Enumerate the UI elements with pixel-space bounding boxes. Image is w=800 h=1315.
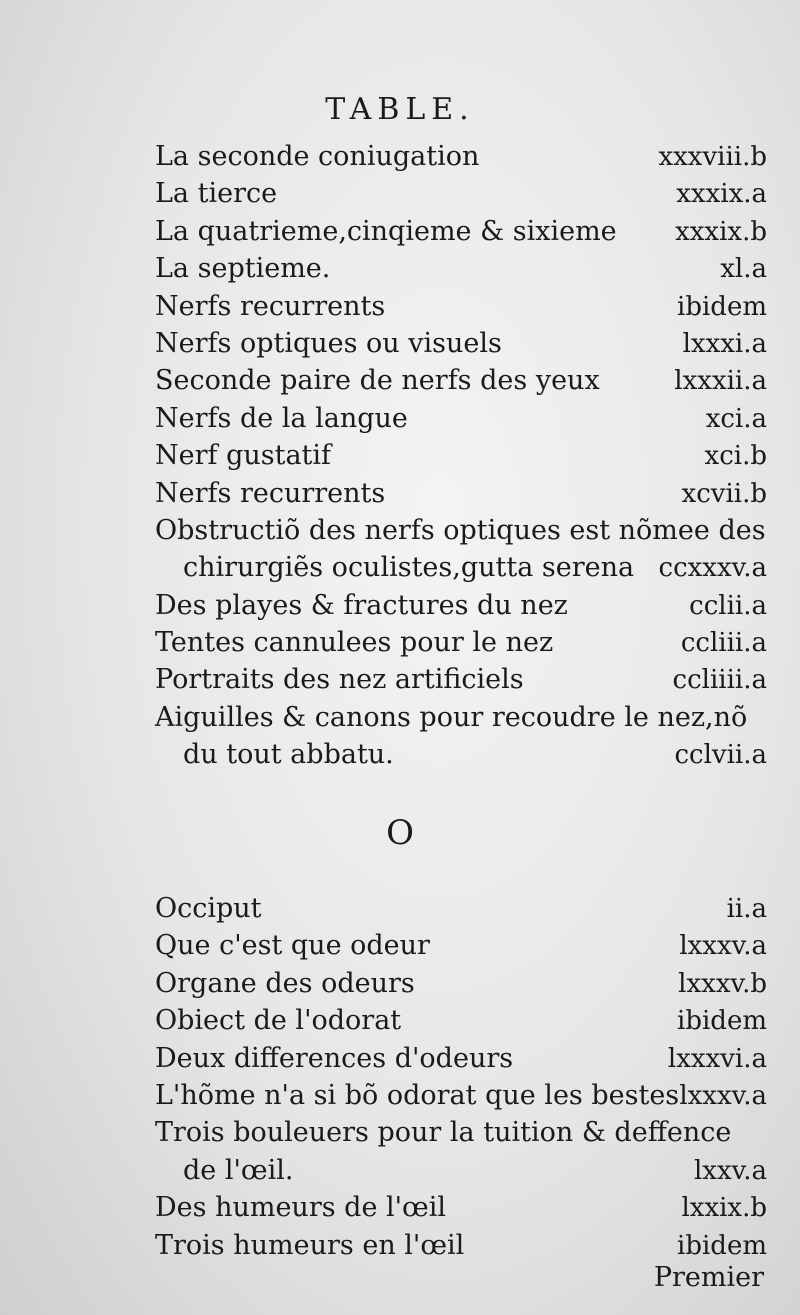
running-head: TABLE. — [325, 92, 475, 127]
entry-text: Nerfs recurrents — [155, 290, 386, 322]
index-entry — [155, 661, 767, 698]
index-entry — [155, 927, 767, 964]
index-entry — [155, 213, 767, 250]
index-entry — [155, 1114, 767, 1151]
entry-reference: lxxxv.b — [678, 968, 767, 999]
index-entry — [155, 362, 767, 399]
index-entry — [155, 1077, 767, 1114]
index-entry — [155, 1227, 767, 1264]
entry-reference: ccliii.a — [680, 628, 767, 659]
index-entry — [155, 549, 767, 586]
entry-reference: xcvii.b — [681, 478, 767, 509]
entry-text: Seconde paire de nerfs des yeux — [155, 365, 600, 397]
entry-text: chirurgiẽs oculistes,gutta serena — [183, 552, 635, 584]
index-section-o — [155, 890, 767, 1264]
index-entry — [155, 1189, 767, 1226]
entry-text: Organe des odeurs — [155, 967, 415, 999]
index-entry — [155, 587, 767, 624]
entry-text: Trois humeurs en l'œil — [155, 1229, 465, 1261]
entry-text: Des playes & fractures du nez — [155, 589, 568, 621]
entry-reference: lxxix.b — [681, 1193, 767, 1224]
entry-text: Tentes cannulees pour le nez — [155, 627, 554, 659]
entry-text: Que c'est que odeur — [155, 930, 430, 962]
index-entry — [155, 400, 767, 437]
entry-text: Nerfs optiques ou visuels — [155, 327, 502, 359]
entry-reference: ccliiii.a — [672, 665, 767, 696]
entry-text: L'hõme n'a si bõ odorat que les bestes — [155, 1079, 680, 1111]
entry-text: Nerfs recurrents — [155, 477, 386, 509]
entry-reference: ibidem — [677, 1230, 767, 1261]
entry-text: de l'œil. — [183, 1154, 294, 1186]
entry-text: Des humeurs de l'œil — [155, 1192, 447, 1224]
entry-reference: lxxxi.a — [682, 328, 767, 359]
index-entry — [155, 699, 767, 736]
entry-text: Deux differences d'odeurs — [155, 1042, 514, 1074]
entry-text: Obiect de l'odorat — [155, 1005, 402, 1037]
entry-reference: xci.b — [704, 441, 767, 472]
entry-reference: xci.a — [705, 403, 767, 434]
entry-reference: xxxviii.b — [658, 142, 767, 172]
entry-reference: ibidem — [677, 1006, 767, 1037]
index-entry — [155, 175, 767, 212]
entry-reference: lxxxv.a — [679, 931, 767, 962]
index-section-n — [155, 138, 767, 774]
entry-text: La septieme. — [155, 253, 331, 285]
entry-text: Trois bouleuers pour la tuition & deffence — [155, 1117, 732, 1149]
entry-reference: lxxxii.a — [674, 366, 767, 397]
entry-reference: cclvii.a — [674, 740, 767, 771]
entry-text: du tout abbatu. — [183, 739, 394, 771]
entry-text: La quatrieme,cinqieme & sixieme — [155, 215, 617, 247]
index-entry — [155, 890, 767, 927]
entry-reference: xxxix.a — [676, 179, 767, 210]
entry-reference: cclii.a — [689, 590, 767, 621]
entry-reference: lxxxv.a — [679, 1080, 767, 1111]
entry-text: La tierce — [155, 178, 278, 210]
index-entry — [155, 736, 767, 773]
index-entry — [155, 512, 767, 549]
entry-text: Obstructiõ des nerfs optiques est nõmee des — [155, 514, 766, 546]
index-entry — [155, 965, 767, 1002]
index-entry — [155, 325, 767, 362]
catchword: Premier — [653, 1262, 764, 1293]
entry-reference: ibidem — [677, 291, 767, 322]
entry-reference: lxxv.a — [693, 1155, 767, 1186]
entry-text: Nerfs de la langue — [155, 402, 408, 434]
index-entry — [155, 138, 767, 175]
index-entry — [155, 624, 767, 661]
index-entry — [155, 250, 767, 287]
entry-reference: ccxxxv.a — [658, 553, 767, 584]
index-entry — [155, 288, 767, 325]
index-entry — [155, 475, 767, 512]
entry-text: Aiguilles & canons pour recoudre le nez,nõ — [155, 701, 748, 733]
index-entry — [155, 1152, 767, 1189]
index-entry — [155, 1040, 767, 1077]
section-letter-heading: O — [386, 813, 414, 853]
entry-reference: xxxix.b — [675, 216, 767, 247]
entry-reference: xl.a — [720, 254, 767, 285]
entry-text: La seconde coniugation — [155, 141, 480, 172]
entry-reference: lxxxvi.a — [667, 1043, 767, 1074]
entry-reference: ii.a — [726, 894, 767, 924]
entry-text: Nerf gustatif — [155, 440, 332, 472]
index-entry — [155, 437, 767, 474]
index-entry — [155, 1002, 767, 1039]
entry-text: Occiput — [155, 893, 262, 924]
entry-text: Portraits des nez artificiels — [155, 664, 524, 696]
